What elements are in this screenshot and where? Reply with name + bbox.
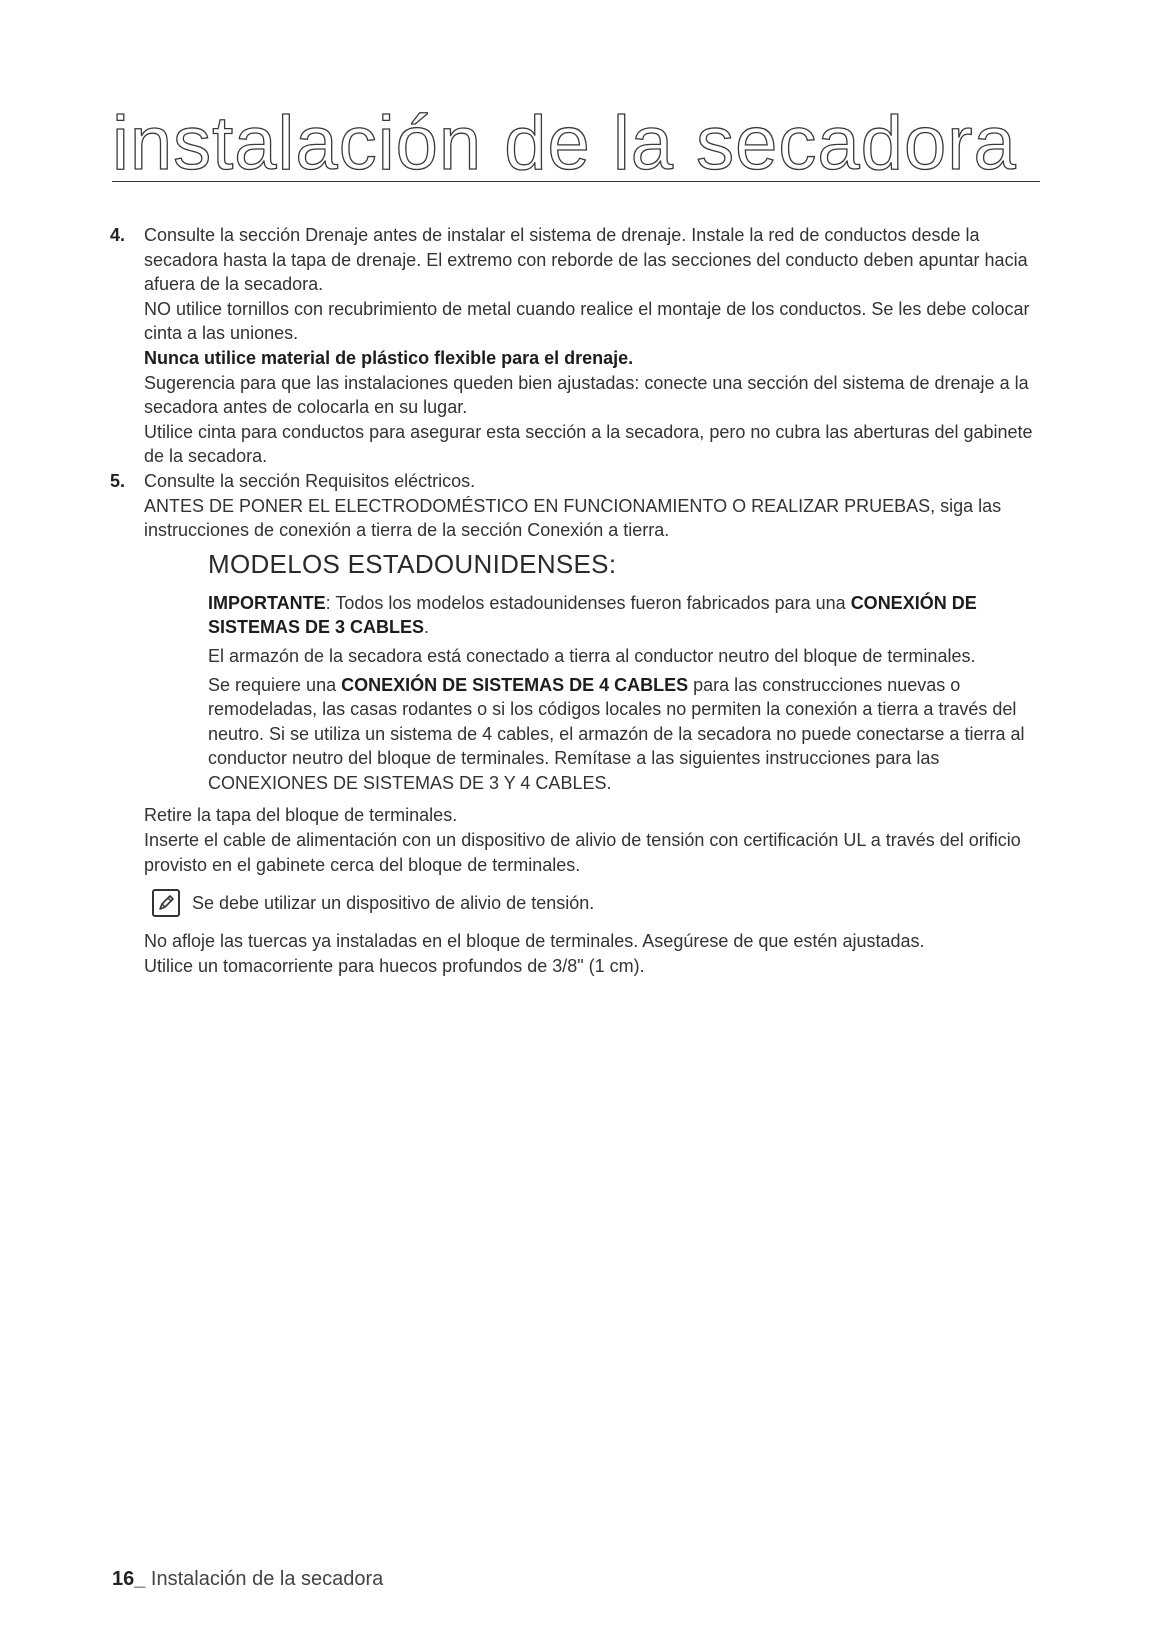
important-bold: CONEXIÓN DE SISTEMAS DE 3 CABLES — [208, 592, 977, 638]
note-pencil-icon — [152, 889, 180, 917]
footer-label: Instalación de la secadora — [145, 1568, 384, 1590]
step-5-paragraph: Consulte la sección Requisitos eléctricos. — [144, 470, 476, 491]
instruction-paragraph: Utilice un tomacorriente para huecos profundos de 3/8" (1 cm). — [144, 955, 645, 976]
note — [152, 889, 1042, 917]
important-end: . — [424, 617, 430, 638]
section-heading: MODELOS ESTADOUNIDENSES: — [208, 548, 617, 579]
important-label: IMPORTANTE — [208, 592, 326, 613]
after-section — [112, 803, 1042, 877]
final-instructions — [112, 929, 1042, 978]
req-bold: CONEXIÓN DE SISTEMAS DE 4 CABLES — [341, 674, 689, 695]
important-paragraph — [208, 591, 1042, 640]
us-models-section — [208, 549, 1042, 796]
step-5 — [112, 469, 1042, 543]
step-4 — [112, 223, 1042, 469]
page-footer — [112, 1568, 383, 1591]
important-text: : Todos los modelos estadounidenses fueron fabricados para una — [325, 592, 851, 613]
instruction-paragraph: Retire la tapa del bloque de terminales. — [144, 805, 458, 826]
req-start: Se requiere una — [208, 674, 342, 695]
step-4-paragraph: Consulte la sección Drenaje antes de instalar el sistema de drenaje. Instale la red de conductos desde la secadora hasta la tapa de drenaje. El extremo con reborde de las secciones del conducto deben apuntar hacia afuera de la secadora. — [144, 225, 1028, 295]
step-number: 4. — [110, 225, 126, 245]
note-text: Se debe utilizar un dispositivo de alivio de tensión. — [192, 892, 595, 913]
page-title: instalación de la secadora — [112, 101, 1017, 186]
main-content — [112, 223, 1042, 978]
requirement-paragraph — [208, 673, 1042, 796]
step-4-paragraph: NO utilice tornillos con recubrimiento de metal cuando realice el montaje de los conductos. Se les debe colocar cinta a las uniones. — [144, 298, 1030, 344]
step-5-paragraph: ANTES DE PONER EL ELECTRODOMÉSTICO EN FUNCIONAMIENTO O REALIZAR PRUEBAS, siga las instrucciones de conexión a tierra de la sección Conexión a tierra. — [144, 495, 1002, 541]
title-rule — [112, 181, 1040, 182]
drain-warning: Nunca utilice material de plástico flexible para el drenaje. — [144, 347, 634, 368]
req-rest: para las construcciones nuevas o remodeladas, las casas rodantes o si los códigos locales no permiten la conexión a tierra a través del neutro. Si se utiliza un sistema de 4 cables, el armazón de la secadora no puede conectarse a tierra al conductor neutro del bloque de terminales. Remítase a las siguientes instrucciones para las CONEXIONES DE SISTEMAS DE 3 Y 4 CABLES. — [208, 674, 1025, 793]
frame-paragraph: El armazón de la secadora está conectado a tierra al conductor neutro del bloque de terminales. — [208, 645, 976, 666]
instruction-paragraph: No afloje las tuercas ya instaladas en el bloque de terminales. Asegúrese de que estén ajustadas. — [144, 931, 925, 952]
page-number: 16_ — [112, 1568, 146, 1590]
step-4-paragraph: Utilice cinta para conductos para asegurar esta sección a la secadora, pero no cubra las aberturas del gabinete de la secadora. — [144, 421, 1033, 467]
instruction-paragraph: Inserte el cable de alimentación con un dispositivo de alivio de tensión con certificación UL a través del orificio provisto en el gabinete cerca del bloque de terminales. — [144, 830, 1021, 875]
step-number: 5. — [110, 470, 126, 491]
step-4-paragraph: Sugerencia para que las instalaciones queden bien ajustadas: conecte una sección del sistema de drenaje a la secadora antes de colocarla en su lugar. — [144, 372, 1029, 418]
